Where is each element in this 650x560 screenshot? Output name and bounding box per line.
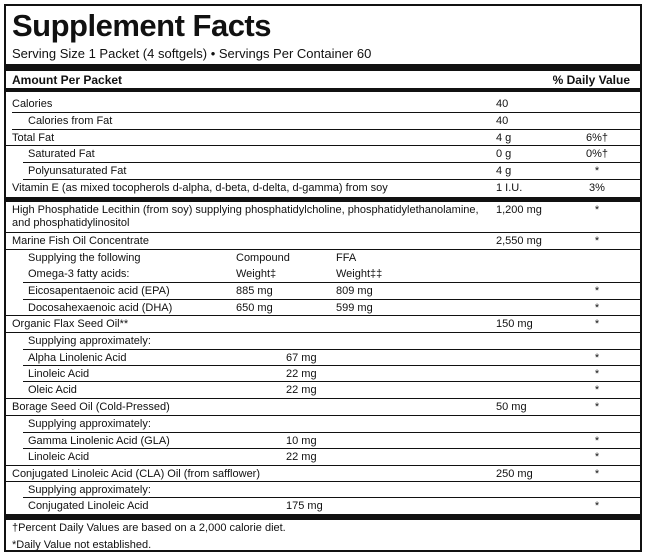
- compound-weight: 650 mg: [236, 302, 273, 314]
- compound-weight: 885 mg: [236, 285, 273, 297]
- nutrient-label: Supplying the following: [28, 252, 141, 264]
- nutrient-label: Supplying approximately:: [28, 484, 151, 496]
- nutrient-label: Gamma Linolenic Acid (GLA): [28, 435, 170, 447]
- nutrient-label: High Phosphatide Lecithin (from soy) supplying phosphatidylcholine, phosphatidylethanolamine,: [12, 204, 479, 216]
- row-divider: [23, 365, 640, 366]
- daily-value: *: [594, 318, 600, 330]
- daily-value: *: [594, 352, 600, 364]
- panel-title: Supplement Facts: [12, 8, 271, 43]
- row-divider: [6, 315, 640, 316]
- nutrient-label: Conjugated Linoleic Acid (CLA) Oil (from safflower): [12, 468, 261, 480]
- row-divider: [23, 282, 640, 283]
- footnote: *Daily Value not established.: [12, 539, 152, 551]
- sub-amount-value: 22 mg: [286, 451, 317, 463]
- row-divider: [23, 299, 640, 300]
- nutrient-label: Alpha Linolenic Acid: [28, 352, 127, 364]
- footnote: †Percent Daily Values are based on a 2,000 calorie diet.: [12, 522, 286, 534]
- nutrient-label: Borage Seed Oil (Cold-Pressed): [12, 401, 170, 413]
- compound-weight: Compound: [236, 252, 290, 264]
- row-divider: [6, 201, 640, 202]
- nutrient-label: Docosahexaenoic acid (DHA): [28, 302, 173, 314]
- nutrient-label: Omega-3 fatty acids:: [28, 268, 130, 280]
- row-divider: [6, 465, 640, 466]
- ffa-weight: 599 mg: [336, 302, 373, 314]
- amount-value: 1 I.U.: [496, 182, 523, 194]
- row-divider: [6, 398, 640, 399]
- medium-divider: [6, 88, 640, 92]
- column-header: [12, 72, 630, 88]
- amount-value: 0 g: [496, 148, 512, 160]
- nutrient-label: Supplying approximately:: [28, 335, 151, 347]
- nutrient-label: Conjugated Linoleic Acid: [28, 500, 149, 512]
- nutrient-label: Organic Flax Seed Oil**: [12, 318, 129, 330]
- compound-weight: Weight‡: [236, 268, 277, 280]
- daily-value: *: [594, 368, 600, 380]
- sub-amount-value: 10 mg: [286, 435, 317, 447]
- daily-value: *: [594, 204, 600, 216]
- row-divider: [6, 481, 640, 482]
- row-divider: [23, 349, 640, 350]
- nutrient-label: Marine Fish Oil Concentrate: [12, 235, 149, 247]
- daily-value: *: [594, 500, 600, 512]
- nutrient-label: Eicosapentaenoic acid (EPA): [28, 285, 170, 297]
- amount-value: 40: [496, 115, 509, 127]
- daily-value: 6%†: [585, 132, 609, 144]
- row-divider: [6, 249, 640, 250]
- nutrient-label: Calories from Fat: [28, 115, 113, 127]
- daily-value: *: [594, 302, 600, 314]
- sub-amount-value: 175 mg: [286, 500, 323, 512]
- daily-value: *: [594, 165, 600, 177]
- thick-divider-bottom: [6, 514, 640, 520]
- nutrient-label: Vitamin E (as mixed tocopherols d-alpha, d-beta, d-delta, d-gamma) from soy: [12, 182, 388, 194]
- serving-info: Serving Size 1 Packet (4 softgels) • Servings Per Container 60: [12, 46, 372, 61]
- nutrient-label: Calories: [12, 98, 53, 110]
- amount-value: 4 g: [496, 165, 512, 177]
- daily-value: 0%†: [585, 148, 609, 160]
- row-divider: [23, 432, 640, 433]
- row-divider: [23, 381, 640, 382]
- amount-value: 4 g: [496, 132, 512, 144]
- row-divider: [23, 497, 640, 498]
- row-divider: [6, 232, 640, 233]
- amount-value: 50 mg: [496, 401, 527, 413]
- daily-value: *: [594, 384, 600, 396]
- nutrient-label: Polyunsaturated Fat: [28, 165, 127, 177]
- daily-value: *: [594, 435, 600, 447]
- sub-amount-value: 22 mg: [286, 384, 317, 396]
- sub-amount-value: 22 mg: [286, 368, 317, 380]
- ffa-weight: 809 mg: [336, 285, 373, 297]
- nutrient-label: Oleic Acid: [28, 384, 77, 396]
- row-divider: [6, 415, 640, 416]
- row-divider: [23, 448, 640, 449]
- daily-value: *: [594, 468, 600, 480]
- daily-value: 3%: [589, 182, 605, 194]
- nutrient-label: Total Fat: [12, 132, 55, 144]
- row-divider: [23, 162, 640, 163]
- daily-value: *: [594, 235, 600, 247]
- row-divider: [23, 179, 640, 180]
- row-divider: [6, 145, 640, 146]
- amount-header: Amount Per Packet: [12, 73, 123, 87]
- nutrient-label-cont: and phosphatidylinositol: [12, 217, 130, 229]
- daily-value-header: % Daily Value: [552, 73, 630, 87]
- nutrient-label: Linoleic Acid: [28, 451, 90, 463]
- nutrient-label: Linoleic Acid: [28, 368, 90, 380]
- thick-divider: [6, 64, 640, 71]
- row-divider: [12, 112, 640, 113]
- row-divider: [6, 332, 640, 333]
- amount-value: 40: [496, 98, 509, 110]
- nutrient-label: Saturated Fat: [28, 148, 95, 160]
- sub-amount-value: 67 mg: [286, 352, 317, 364]
- row-divider: [12, 129, 640, 130]
- ffa-weight: Weight‡‡: [336, 268, 383, 280]
- amount-value: 1,200 mg: [496, 204, 542, 216]
- daily-value: *: [594, 401, 600, 413]
- nutrient-label: Supplying approximately:: [28, 418, 151, 430]
- ffa-weight: FFA: [336, 252, 357, 264]
- daily-value: *: [594, 451, 600, 463]
- amount-value: 150 mg: [496, 318, 533, 330]
- amount-value: 2,550 mg: [496, 235, 542, 247]
- amount-value: 250 mg: [496, 468, 533, 480]
- daily-value: *: [594, 285, 600, 297]
- supplement-facts-panel: [4, 4, 642, 552]
